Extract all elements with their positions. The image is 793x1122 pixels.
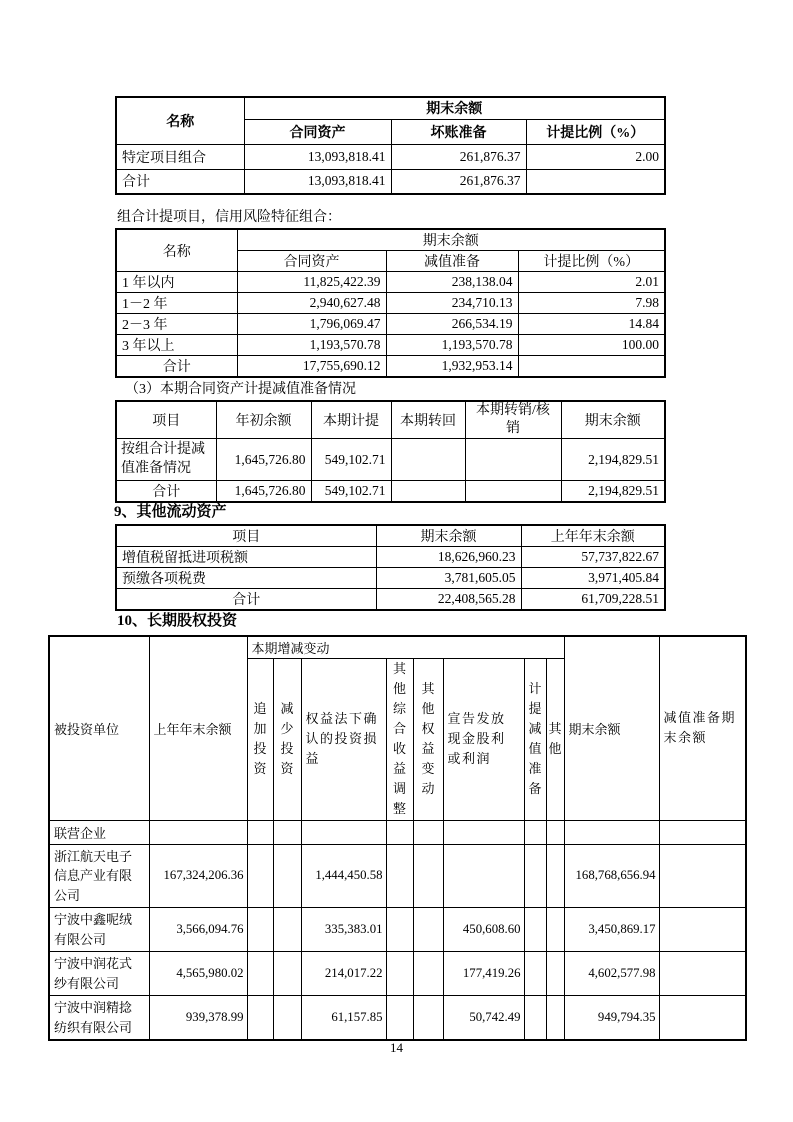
header-cell: 项目 [116, 525, 376, 547]
header-cell: 计提比例（%） [526, 119, 665, 144]
value-cell: 2,940,627.48 [237, 293, 386, 314]
empty-cell [443, 820, 524, 844]
header-row [116, 401, 665, 439]
empty-cell [391, 439, 465, 480]
header-row [116, 525, 665, 547]
page-number: 14 [390, 1040, 403, 1055]
value-cell: 261,876.37 [391, 144, 526, 169]
label-cell: 合计 [116, 356, 237, 378]
data-row [116, 568, 665, 589]
value-cell: 1,444,450.58 [301, 844, 386, 908]
empty-cell [659, 908, 746, 952]
label-cell: 增值税留抵进项税额 [116, 547, 376, 568]
empty-cell [526, 169, 665, 194]
empty-cell [546, 844, 564, 908]
value-cell: 450,608.60 [443, 908, 524, 952]
investee-cell: 宁波中润花式纱有限公司 [49, 952, 149, 996]
empty-cell [273, 820, 301, 844]
value-cell: 1,932,953.14 [386, 356, 518, 378]
header-cell: 上年年末余额 [149, 636, 247, 820]
value-cell: 13,093,818.41 [244, 169, 391, 194]
value-cell: 3,971,405.84 [521, 568, 665, 589]
value-cell: 214,017.22 [301, 952, 386, 996]
empty-cell [247, 820, 273, 844]
empty-cell [247, 996, 273, 1041]
header-row [49, 636, 746, 658]
header-cell: 其他综合收益调整 [386, 658, 413, 820]
value-cell: 1,645,726.80 [216, 480, 311, 502]
value-cell: 4,565,980.02 [149, 952, 247, 996]
value-cell: 335,383.01 [301, 908, 386, 952]
value-cell: 57,737,822.67 [521, 547, 665, 568]
header-cell: 名称 [116, 229, 237, 272]
empty-cell [413, 908, 443, 952]
value-cell [443, 844, 524, 908]
empty-cell [546, 952, 564, 996]
value-cell: 22,408,565.28 [376, 589, 521, 611]
investee-cell: 浙江航天电子信息产业有限公司 [49, 844, 149, 908]
total-row [116, 356, 665, 378]
header-cell: 其他 [546, 658, 564, 820]
value-cell: 2,194,829.51 [561, 480, 665, 502]
subsection-heading-3: （3）本期合同资产计提减值准备情况 [125, 382, 356, 397]
value-cell: 949,794.35 [564, 996, 659, 1041]
combination-note: 组合计提项目，信用风险特征组合： [117, 210, 341, 225]
header-cell: 合同资产 [244, 119, 391, 144]
header-cell: 期末余额 [561, 401, 665, 439]
empty-cell [386, 844, 413, 908]
header-cell: 期末余额 [564, 636, 659, 820]
label-cell: 预缴各项税费 [116, 568, 376, 589]
value-cell: 4,602,577.98 [564, 952, 659, 996]
value-cell: 1,193,570.78 [386, 335, 518, 356]
long-term-equity-investment-table [48, 635, 747, 1041]
header-cell: 期末余额 [244, 97, 665, 119]
empty-cell [391, 480, 465, 502]
data-row [116, 335, 665, 356]
value-cell: 17,755,690.12 [237, 356, 386, 378]
empty-cell [524, 844, 546, 908]
header-cell: 坏账准备 [391, 119, 526, 144]
label-cell: 合计 [116, 480, 216, 502]
header-cell: 本期转销/核销 [465, 401, 561, 439]
empty-cell [546, 820, 564, 844]
section-heading-10: 10、长期股权投资 [117, 613, 238, 629]
section-heading-9: 9、其他流动资产 [114, 504, 227, 520]
header-cell: 减少投资 [273, 658, 301, 820]
empty-cell [659, 820, 746, 844]
empty-cell [149, 820, 247, 844]
total-row [116, 589, 665, 611]
value-cell: 1,193,570.78 [237, 335, 386, 356]
data-row [49, 952, 746, 996]
header-cell: 被投资单位 [49, 636, 149, 820]
value-cell: 13,093,818.41 [244, 144, 391, 169]
empty-cell [465, 439, 561, 480]
value-cell: 50,742.49 [443, 996, 524, 1041]
data-row [116, 314, 665, 335]
value-cell: 3,450,869.17 [564, 908, 659, 952]
empty-cell [247, 952, 273, 996]
value-cell: 14.84 [518, 314, 665, 335]
empty-cell [273, 952, 301, 996]
investee-cell: 宁波中润精捻纺织有限公司 [49, 996, 149, 1041]
value-cell: 11,825,422.39 [237, 272, 386, 293]
empty-cell [273, 844, 301, 908]
data-row [49, 844, 746, 908]
label-cell: 2－3 年 [116, 314, 237, 335]
empty-cell [524, 996, 546, 1041]
value-cell: 1,796,069.47 [237, 314, 386, 335]
value-cell: 939,378.99 [149, 996, 247, 1041]
empty-cell [524, 952, 546, 996]
empty-cell [247, 908, 273, 952]
empty-cell [413, 952, 443, 996]
empty-cell [524, 820, 546, 844]
value-cell: 1,645,726.80 [216, 439, 311, 480]
empty-cell [386, 952, 413, 996]
value-cell: 2.01 [518, 272, 665, 293]
data-row [116, 293, 665, 314]
value-cell: 261,876.37 [391, 169, 526, 194]
empty-cell [413, 820, 443, 844]
value-cell: 3,566,094.76 [149, 908, 247, 952]
label-cell: 按组合计提减值准备情况 [116, 439, 216, 480]
value-cell: 61,157.85 [301, 996, 386, 1041]
empty-cell [386, 820, 413, 844]
empty-cell [546, 996, 564, 1041]
header-cell: 合同资产 [237, 251, 386, 272]
header-cell: 减值准备 [386, 251, 518, 272]
empty-cell [413, 844, 443, 908]
total-row [116, 169, 665, 194]
data-row [116, 547, 665, 568]
value-cell: 234,710.13 [386, 293, 518, 314]
total-row [116, 480, 665, 502]
header-cell: 宣告发放现金股利或利润 [443, 658, 524, 820]
header-cell: 追加投资 [247, 658, 273, 820]
provision-change-table [115, 400, 666, 503]
empty-cell [273, 996, 301, 1041]
data-row [116, 439, 665, 480]
data-row [49, 908, 746, 952]
value-cell: 3,781,605.05 [376, 568, 521, 589]
empty-cell [301, 820, 386, 844]
section-row [49, 820, 746, 844]
header-row [116, 229, 665, 251]
value-cell: 2.00 [526, 144, 665, 169]
label-cell: 1－2 年 [116, 293, 237, 314]
header-cell: 本期转回 [391, 401, 465, 439]
value-cell: 266,534.19 [386, 314, 518, 335]
value-cell: 177,419.26 [443, 952, 524, 996]
value-cell: 167,324,206.36 [149, 844, 247, 908]
value-cell: 549,102.71 [311, 439, 391, 480]
empty-cell [273, 908, 301, 952]
label-cell: 合计 [116, 169, 244, 194]
investee-cell: 宁波中鑫呢绒有限公司 [49, 908, 149, 952]
header-cell: 本期增减变动 [247, 636, 564, 658]
header-cell: 计提减值准备 [524, 658, 546, 820]
header-cell: 年初余额 [216, 401, 311, 439]
header-cell: 其他权益变动 [413, 658, 443, 820]
header-cell: 项目 [116, 401, 216, 439]
value-cell: 2,194,829.51 [561, 439, 665, 480]
label-cell: 1 年以内 [116, 272, 237, 293]
empty-cell [413, 996, 443, 1041]
label-cell: 合计 [116, 589, 376, 611]
empty-cell [564, 820, 659, 844]
value-cell: 7.98 [518, 293, 665, 314]
header-cell: 上年年末余额 [521, 525, 665, 547]
other-current-assets-table [115, 524, 666, 611]
header-row [116, 97, 665, 119]
label-cell: 联营企业 [49, 820, 149, 844]
value-cell: 238,138.04 [386, 272, 518, 293]
header-cell: 期末余额 [237, 229, 665, 251]
header-cell: 权益法下确认的投资损益 [301, 658, 386, 820]
data-row [116, 272, 665, 293]
empty-cell [465, 480, 561, 502]
value-cell: 100.00 [518, 335, 665, 356]
header-cell: 减值准备期末余额 [659, 636, 746, 820]
empty-cell [524, 908, 546, 952]
data-row [49, 996, 746, 1041]
credit-risk-aging-table [115, 228, 666, 378]
header-cell: 期末余额 [376, 525, 521, 547]
value-cell: 61,709,228.51 [521, 589, 665, 611]
label-cell: 3 年以上 [116, 335, 237, 356]
value-cell: 168,768,656.94 [564, 844, 659, 908]
empty-cell [247, 844, 273, 908]
header-cell: 计提比例（%） [518, 251, 665, 272]
empty-cell [546, 908, 564, 952]
value-cell: 18,626,960.23 [376, 547, 521, 568]
empty-cell [659, 844, 746, 908]
empty-cell [659, 996, 746, 1041]
empty-cell [659, 952, 746, 996]
specific-portfolio-table [115, 96, 666, 195]
value-cell: 549,102.71 [311, 480, 391, 502]
empty-cell [386, 908, 413, 952]
label-cell: 特定项目组合 [116, 144, 244, 169]
empty-cell [386, 996, 413, 1041]
header-cell: 本期计提 [311, 401, 391, 439]
empty-cell [518, 356, 665, 378]
header-cell: 名称 [116, 97, 244, 144]
data-row [116, 144, 665, 169]
